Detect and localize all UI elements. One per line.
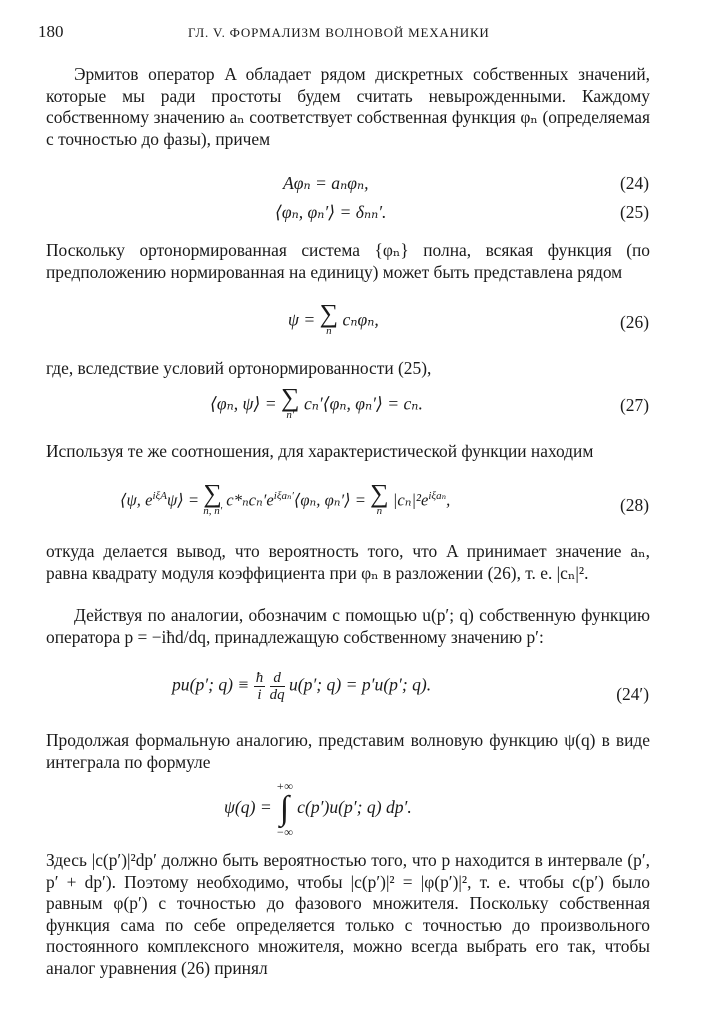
paragraph-6: Действуя по аналогии, обозначим с помощью u(p′; q) собственную функцию оператора p = −iħd/dq, принадлежащую собственному значению p′:	[46, 605, 650, 647]
page-header	[38, 22, 668, 44]
equation-24: Aφₙ = aₙφₙ,	[283, 173, 369, 193]
sigma-glyph: ∑	[370, 479, 389, 508]
equation-integral	[224, 780, 412, 838]
eq28-part-e: |cₙ|²e	[388, 490, 429, 510]
equation-26	[288, 299, 379, 339]
paragraph-5: откуда делается вывод, что вероятность того, что A принимает значение aₙ, равна квадрату модуля коэффициента при φₙ в разложении (26), т. е. |cₙ|².	[46, 541, 650, 583]
sum-index: n	[326, 325, 332, 337]
eq28-exponent-2: iξaₙ′	[273, 489, 294, 502]
sum-symbol	[281, 383, 300, 421]
integral-lower-limit: −∞	[276, 825, 293, 839]
equation-26-rhs: cₙφₙ,	[338, 309, 379, 330]
eq24p-lhs: pu(p′; q) ≡	[172, 674, 254, 695]
page-number: 180	[38, 22, 64, 41]
fraction-denominator: i	[257, 687, 262, 703]
eq28-exponent-3: iξaₙ	[428, 489, 447, 502]
paragraph-8: Здесь |c(p′)|²dp′ должно быть вероятностью того, что p находится в интервале (p′, p′ + dp′). Поэтому необходимо, чтобы |c(p′)|² = |φ(p′)|², т. е. чтобы c(p′) было равным φ(p′) с точностью до фазового множителя. Поскольку собственная функция сама по себе определяется только с точностью до произвольного постоянного комплексного множителя, можно всегда выбрать его так, чтобы аналог уравнения (26) принял	[46, 850, 650, 978]
eq28-part-b: ψ⟩ =	[166, 490, 204, 510]
sum-symbol	[203, 479, 223, 517]
integral-upper-limit: +∞	[276, 779, 293, 793]
eq28-exponent-1: iξA	[152, 489, 167, 502]
paragraph-4: Используя те же соотношения, для характеристической функции находим	[46, 441, 594, 461]
equation-25: ⟨φₙ, φₙ′⟩ = δₙₙ′.	[275, 202, 387, 222]
equation-number-26: (26)	[620, 312, 649, 332]
sum-symbol	[370, 479, 389, 517]
integral-glyph: ∫	[279, 790, 290, 827]
fraction-numerator: ħ	[255, 670, 264, 686]
sigma-glyph: ∑	[319, 299, 339, 328]
eq28-part-c: c*ₙcₙ′e	[222, 490, 274, 510]
equation-number-24-prime: (24′)	[616, 684, 649, 704]
running-head: ГЛ. V. ФОРМАЛИЗМ ВОЛНОВОЙ МЕХАНИКИ	[188, 25, 490, 40]
fraction-d-over-dq	[270, 670, 285, 703]
equation-number-27: (27)	[620, 395, 649, 415]
eq28-part-f: ,	[446, 490, 451, 510]
equation-28	[120, 479, 451, 519]
sigma-glyph: ∑	[203, 479, 222, 508]
equation-27	[210, 383, 423, 423]
equation-27-rhs: cₙ′⟨φₙ, φₙ′⟩ = cₙ.	[299, 393, 423, 414]
sum-symbol	[319, 299, 339, 337]
integral-rhs: c(p′)u(p′; q) dp′.	[292, 797, 412, 818]
sum-index: n′	[286, 409, 295, 421]
equation-27-lhs: ⟨φₙ, ψ⟩ =	[210, 393, 281, 414]
equation-number-28: (28)	[620, 495, 649, 515]
fraction-denominator: dq	[269, 687, 285, 703]
integral-symbol	[276, 780, 293, 838]
eq24p-rhs: u(p′; q) = p′u(p′; q).	[284, 674, 432, 695]
eq28-part-d: ⟨φₙ, φₙ′⟩ =	[293, 490, 371, 510]
sum-index: n	[376, 505, 383, 517]
equation-number-25: (25)	[620, 202, 649, 222]
integral-lhs: ψ(q) =	[224, 797, 277, 818]
paragraph-1: Эрмитов оператор A обладает рядом дискретных собственных значений, которые мы ради простоты будем считать невырожденными. Каждому собственному значению aₙ соответствует собственная функция φₙ (определяемая с точностью до фазы), причем	[46, 64, 650, 149]
sum-index: n, n′	[203, 505, 223, 517]
fraction-hbar-over-i	[254, 670, 266, 703]
paragraph-7: Продолжая формальную аналогию, представим волновую функцию ψ(q) в виде интеграла по формуле	[46, 730, 650, 772]
eq28-part-a: ⟨ψ, e	[120, 490, 153, 510]
paragraph-2: Поскольку ортонормированная система {φₙ} полна, всякая функция (по предположению нормированная на единицу) может быть представлена рядом	[46, 240, 650, 282]
sigma-glyph: ∑	[281, 383, 300, 412]
equation-24-prime	[172, 670, 431, 703]
fraction-numerator: d	[270, 670, 285, 687]
equation-number-24: (24)	[620, 173, 649, 193]
equation-26-lhs: ψ =	[288, 309, 320, 330]
paragraph-3: где, вследствие условий ортонормированности (25),	[46, 358, 432, 378]
